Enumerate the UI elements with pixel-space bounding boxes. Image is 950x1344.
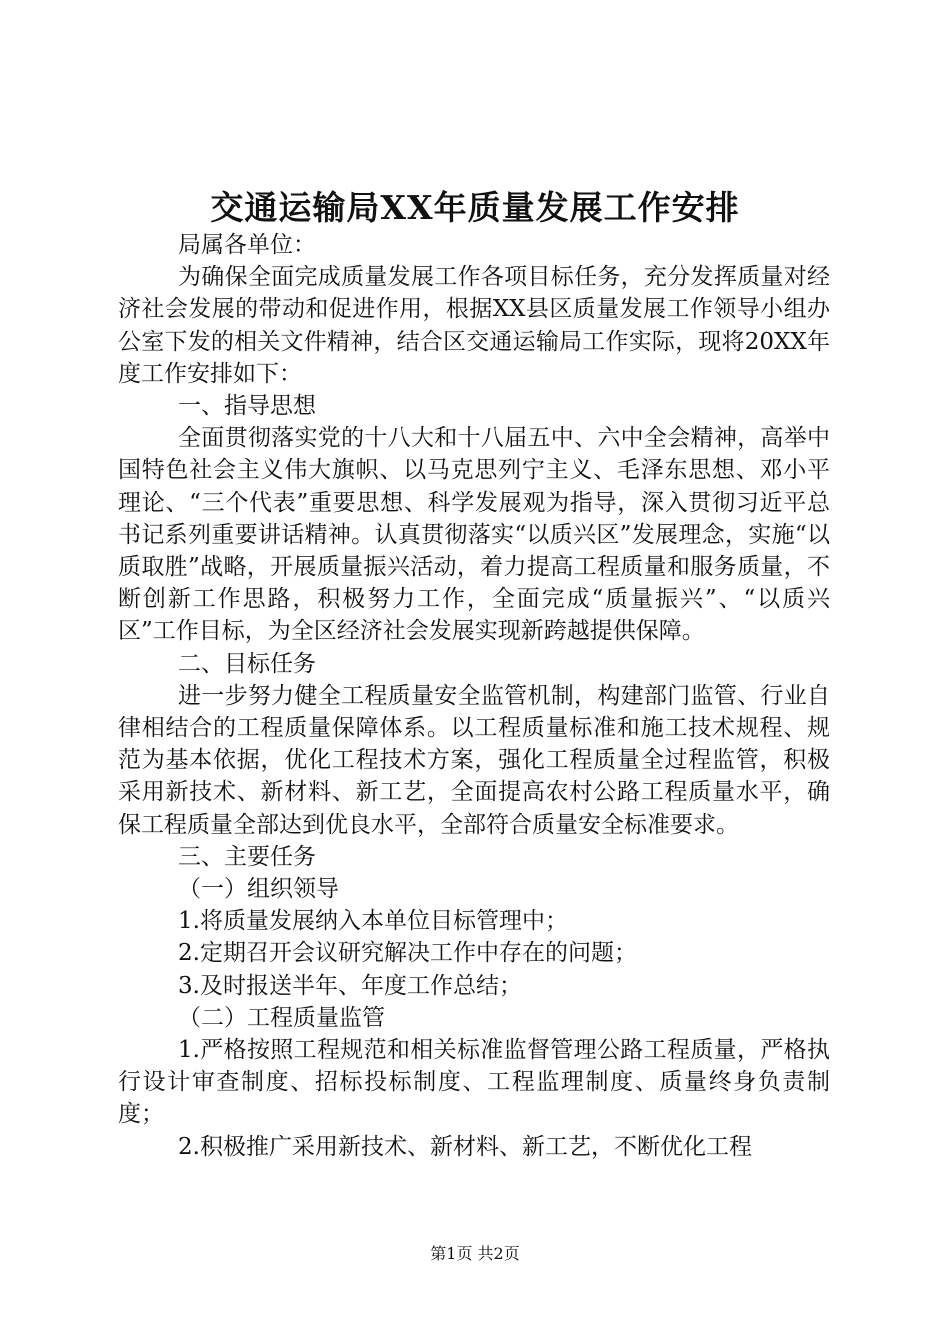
list-item: 2.积极推广采用新技术、新材料、新工艺，不断优化工程: [178, 1133, 752, 1160]
intro-paragraph: 为确保全面完成质量发展工作各项目标任务，充分发挥质量对经济社会发展的带动和促进作用，根据XX县区质量发展工作领导小组办公室下发的相关文件精神，结合区交通运输局工作实际，现将20XX年度工作安排如下：: [118, 264, 830, 387]
section-heading-main-tasks: 三、主要任务: [178, 843, 316, 870]
section-heading-guiding-ideology: 一、指导思想: [178, 393, 316, 420]
list-item: 2.定期召开会议研究解决工作中存在的问题；: [178, 940, 637, 967]
section-heading-objectives: 二、目标任务: [178, 650, 316, 677]
list-item: 3.及时报送半年、年度工作总结；: [178, 972, 522, 999]
subsection-heading-quality-supervision: （二）工程质量监管: [178, 1004, 385, 1031]
guiding-ideology-paragraph: 全面贯彻落实党的十八大和十八届五中、六中全会精神，高举中国特色社会主义伟大旗帜、以马克思列宁主义、毛泽东思想、邓小平理论、“三个代表”重要思想、科学发展观为指导，深入贯彻习近平总书记系列重要讲话精神。认真贯彻落实“以质兴区”发展理念，实施“以质取胜”战略，开展质量振兴活动，着力提高工程质量和服务质量，不断创新工作思路，积极努力工作，全面完成“质量振兴”、“以质兴区”工作目标，为全区经济社会发展实现新跨越提供保障。: [118, 425, 830, 645]
document-title: 交通运输局XX年质量发展工作安排: [210, 188, 740, 227]
objectives-paragraph: 进一步努力健全工程质量安全监管机制，构建部门监管、行业自律相结合的工程质量保障体系。以工程质量标准和施工技术规程、规范为基本依据，优化工程技术方案，强化工程质量全过程监管，积极采用新技术、新材料、新工艺，全面提高农村公路工程质量水平，确保工程质量全部达到优良水平，全部符合质量安全标准要求。: [118, 682, 830, 838]
list-item: 1.严格按照工程规范和相关标准监督管理公路工程质量，严格执行设计审查制度、招标投标制度、工程监理制度、质量终身负责制度；: [118, 1037, 830, 1128]
document-body: [118, 229, 830, 1163]
salutation: 局属各单位：: [178, 232, 316, 258]
subsection-heading-organization: （一）组织领导: [178, 876, 339, 903]
list-item: 1.将质量发展纳入本单位目标管理中；: [178, 908, 568, 935]
page-footer: 第1页 共2页: [430, 1244, 520, 1263]
